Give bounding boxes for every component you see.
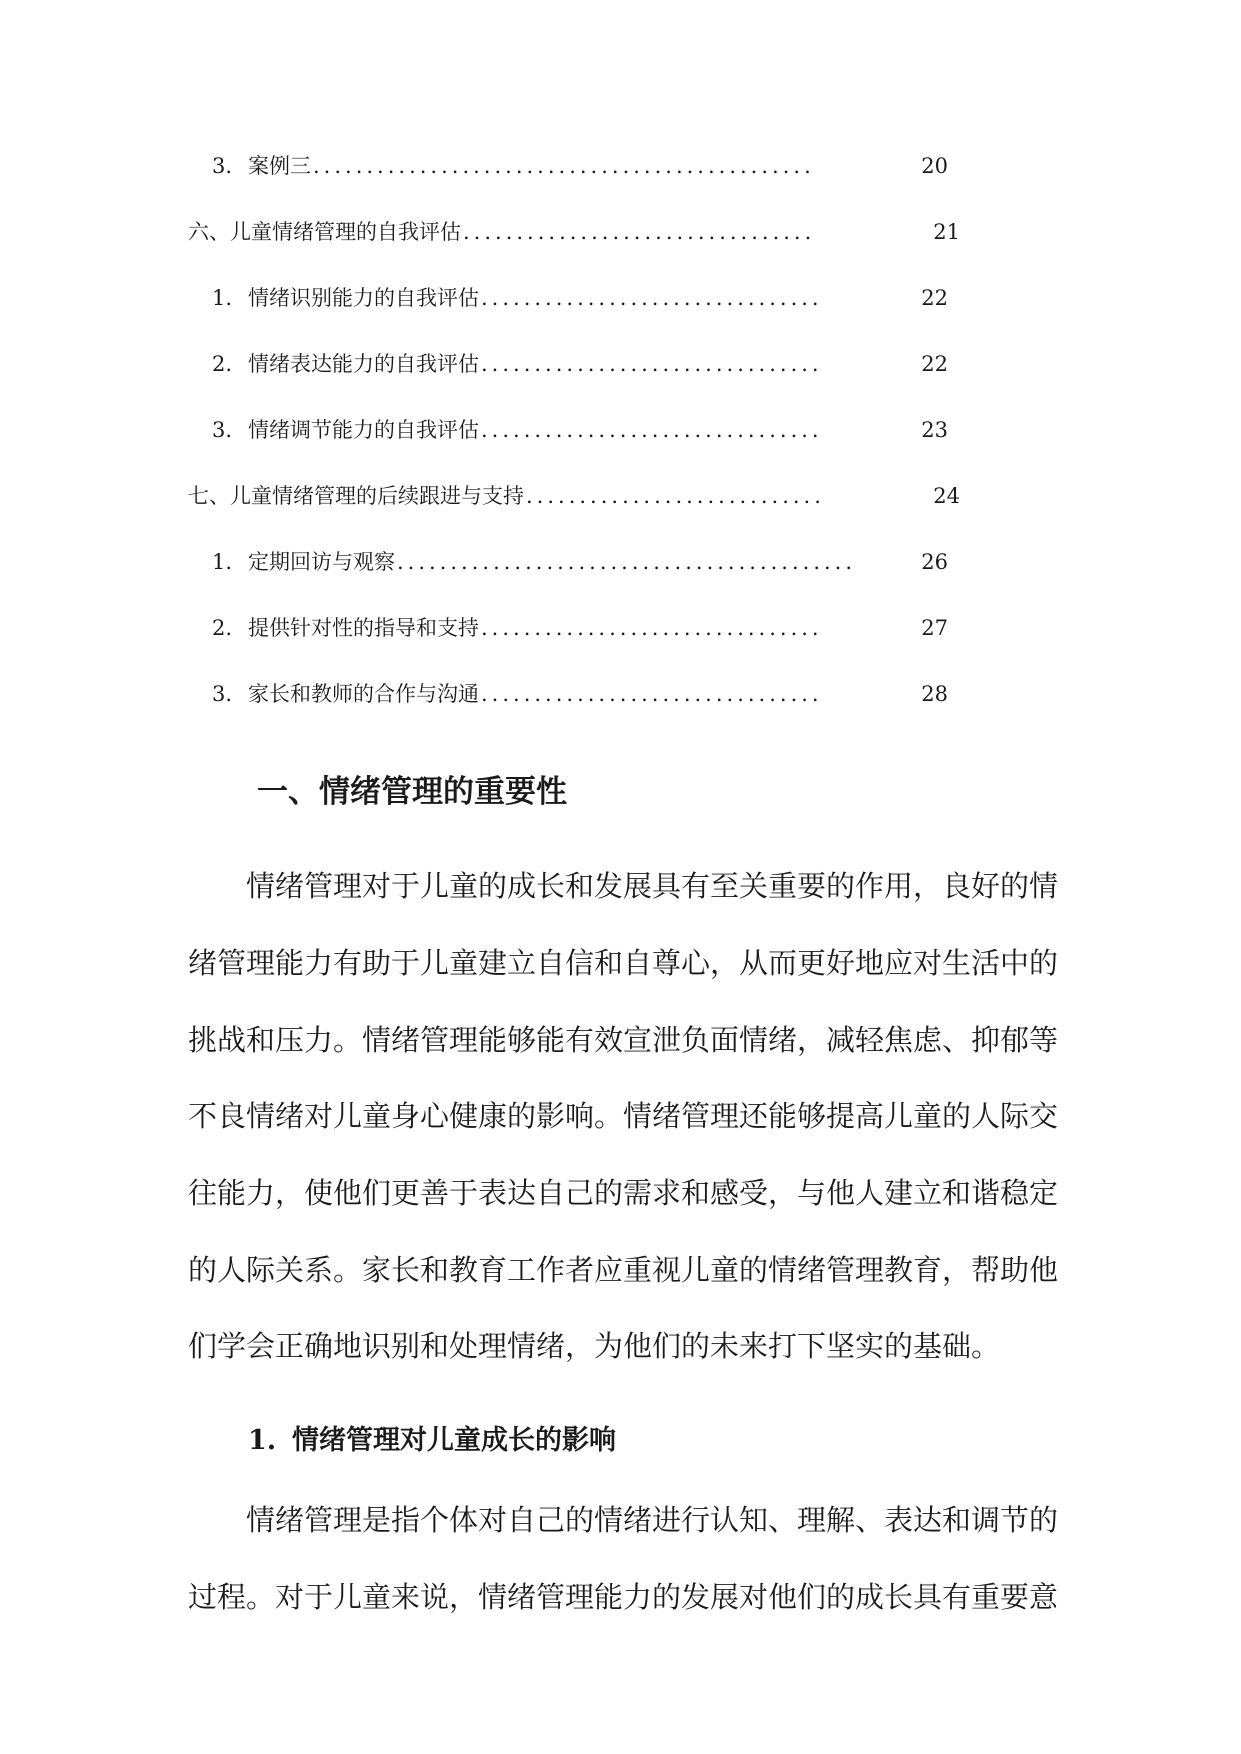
toc-page-number: 22 xyxy=(921,286,948,310)
subsection-heading xyxy=(248,1421,616,1461)
toc-leader-dots: ................................ xyxy=(481,418,823,442)
toc-entry[interactable] xyxy=(212,674,948,714)
paragraph-line: 不良情绪对儿童身心健康的影响。情绪管理还能够提高儿童的人际交 xyxy=(188,1099,1059,1133)
toc-entry-title: 情绪表达能力的自我评估 xyxy=(248,352,479,376)
toc-leader-dots: ............................ xyxy=(526,484,825,508)
paragraph-line: 绪管理能力有助于儿童建立自信和自尊心，从而更好地应对生活中的 xyxy=(188,946,1059,980)
toc-entry[interactable] xyxy=(212,344,948,384)
toc-entry-title: 提供针对性的指导和支持 xyxy=(248,616,479,640)
toc-page-number: 24 xyxy=(933,484,960,508)
toc-leader-dots: ................................ xyxy=(481,352,823,376)
toc-entry-number: 3. xyxy=(212,682,233,706)
toc-entry-number: 1. xyxy=(212,286,233,310)
paragraph-line: 的人际关系。家长和教育工作者应重视儿童的情绪管理教育，帮助他 xyxy=(188,1253,1059,1287)
toc-entry-number: 3. xyxy=(212,418,233,442)
toc-page-number: 26 xyxy=(921,550,948,574)
paragraph-line: 挑战和压力。情绪管理能够能有效宣泄负面情绪，减轻焦虑、抑郁等 xyxy=(188,1023,1059,1057)
toc-entry-number: 1. xyxy=(212,550,233,574)
paragraph-line: 情绪管理是指个体对自己的情绪进行认知、理解、表达和调节的 xyxy=(246,1503,1059,1537)
paragraph-line: 往能力，使他们更善于表达自己的需求和感受，与他人建立和谐稳定 xyxy=(188,1176,1059,1210)
paragraph-line: 过程。对于儿童来说，情绪管理能力的发展对他们的成长具有重要意 xyxy=(188,1580,1059,1614)
toc-entry-number: 2. xyxy=(212,352,233,376)
toc-entry-title: 情绪调节能力的自我评估 xyxy=(248,418,479,442)
toc-entry-title: 六、儿童情绪管理的自我评估 xyxy=(188,220,461,244)
paragraph-line: 们学会正确地识别和处理情绪，为他们的未来打下坚实的基础。 xyxy=(188,1329,1001,1363)
toc-entry[interactable] xyxy=(212,542,948,582)
section-heading: 一、情绪管理的重要性 xyxy=(257,774,567,810)
subsection-number: 1. xyxy=(248,1425,277,1456)
toc-entry[interactable] xyxy=(188,476,960,516)
toc-entry-title: 家长和教师的合作与沟通 xyxy=(248,682,479,706)
toc-entry[interactable] xyxy=(212,608,948,648)
toc-leader-dots: ............................................... xyxy=(313,154,815,178)
toc-page-number: 23 xyxy=(921,418,948,442)
toc-entry-number: 3. xyxy=(212,154,233,178)
toc-page-number: 22 xyxy=(921,352,948,376)
toc-entry[interactable] xyxy=(212,146,948,186)
toc-leader-dots: ................................. xyxy=(463,220,816,244)
toc-page-number: 27 xyxy=(921,616,948,640)
toc-entry[interactable] xyxy=(188,212,960,252)
toc-entry[interactable] xyxy=(212,278,948,318)
subsection-title: 情绪管理对儿童成长的影响 xyxy=(292,1425,616,1456)
toc-entry[interactable] xyxy=(212,410,948,450)
toc-page-number: 21 xyxy=(933,220,960,244)
paragraph-line: 情绪管理对于儿童的成长和发展具有至关重要的作用，良好的情 xyxy=(246,869,1059,903)
toc-entry-title: 七、儿童情绪管理的后续跟进与支持 xyxy=(188,484,524,508)
toc-leader-dots: ................................ xyxy=(481,616,823,640)
toc-entry-number: 2. xyxy=(212,616,233,640)
toc-leader-dots: ................................ xyxy=(481,286,823,310)
toc-page-number: 20 xyxy=(921,154,948,178)
toc-entry-title: 情绪识别能力的自我评估 xyxy=(248,286,479,310)
toc-entry-title: 案例三 xyxy=(248,154,311,178)
toc-page-number: 28 xyxy=(921,682,948,706)
toc-leader-dots: ........................................... xyxy=(397,550,857,574)
toc-leader-dots: ................................ xyxy=(481,682,823,706)
toc-entry-title: 定期回访与观察 xyxy=(248,550,395,574)
